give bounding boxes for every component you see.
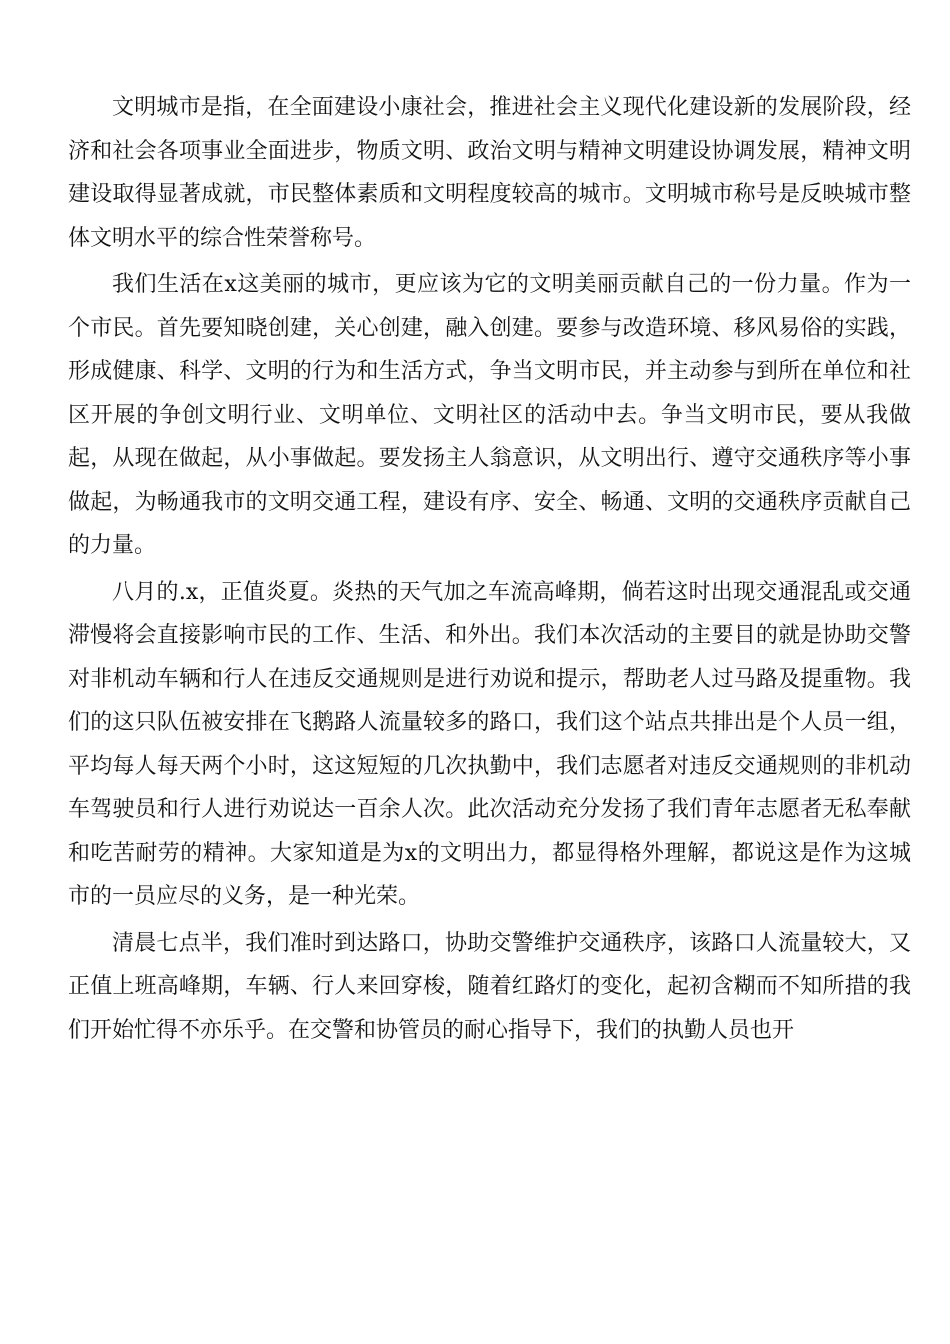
paragraph-morning-duty: 清晨七点半，我们准时到达路口，协助交警维护交通秩序，该路口人流量较大，又正值上班高峰期，车辆、行人来回穿梭，随着红路灯的变化，起初含糊而不知所措的我们开始忙得不亦乐乎。在交警和协管员的耐心指导下，我们的执勤人员也开 — [68, 930, 911, 1043]
paragraph-civilized-city-definition: 文明城市是指，在全面建设小康社会，推进社会主义现代化建设新的发展阶段，经济和社会各项事业全面进步，物质文明、政治文明与精神文明建设协调发展，精神文明建设取得显著成就，市民整体素质和文明程度较高的城市。文明城市称号是反映城市整体文明水平的综合性荣誉称号。 — [68, 95, 911, 251]
paragraph-august-activity: 八月的.x，正值炎夏。炎热的天气加之车流高峰期，倘若这时出现交通混乱或交通滞慢将会直接影响市民的工作、生活、和外出。我们本次活动的主要目的就是协助交警对非机动车辆和行人在违反交通规则是进行劝说和提示，帮助老人过马路及提重物。我们的这只队伍被安排在飞鹅路人流量较多的路口，我们这个站点共排出是个人员一组，平均每人每天两个小时，这这短短的几次执勤中，我们志愿者对违反交通规则的非机动车驾驶员和行人进行劝说达一百余人次。此次活动充分发扬了我们青年志愿者无私奉献和吃苦耐劳的精神。大家知道是为x的文明出力，都显得格外理解，都说这是作为这城市的一员应尽的义务，是一种光荣。 — [68, 579, 911, 909]
document-body — [68, 86, 911, 1052]
paragraph-citizen-responsibility: 我们生活在x这美丽的城市，更应该为它的文明美丽贡献自己的一份力量。作为一个市民。首先要知晓创建，关心创建，融入创建。要参与改造环境、移风易俗的实践，形成健康、科学、文明的行为和生活方式，争当文明市民，并主动参与到所在单位和社区开展的争创文明行业、文明单位、文明社区的活动中去。争当文明市民，要从我做起，从现在做起，从小事做起。要发扬主人翁意识，从文明出行、遵守交通秩序等小事做起，为畅通我市的文明交通工程，建设有序、安全、畅通、文明的交通秩序贡献自己的力量。 — [68, 272, 911, 558]
